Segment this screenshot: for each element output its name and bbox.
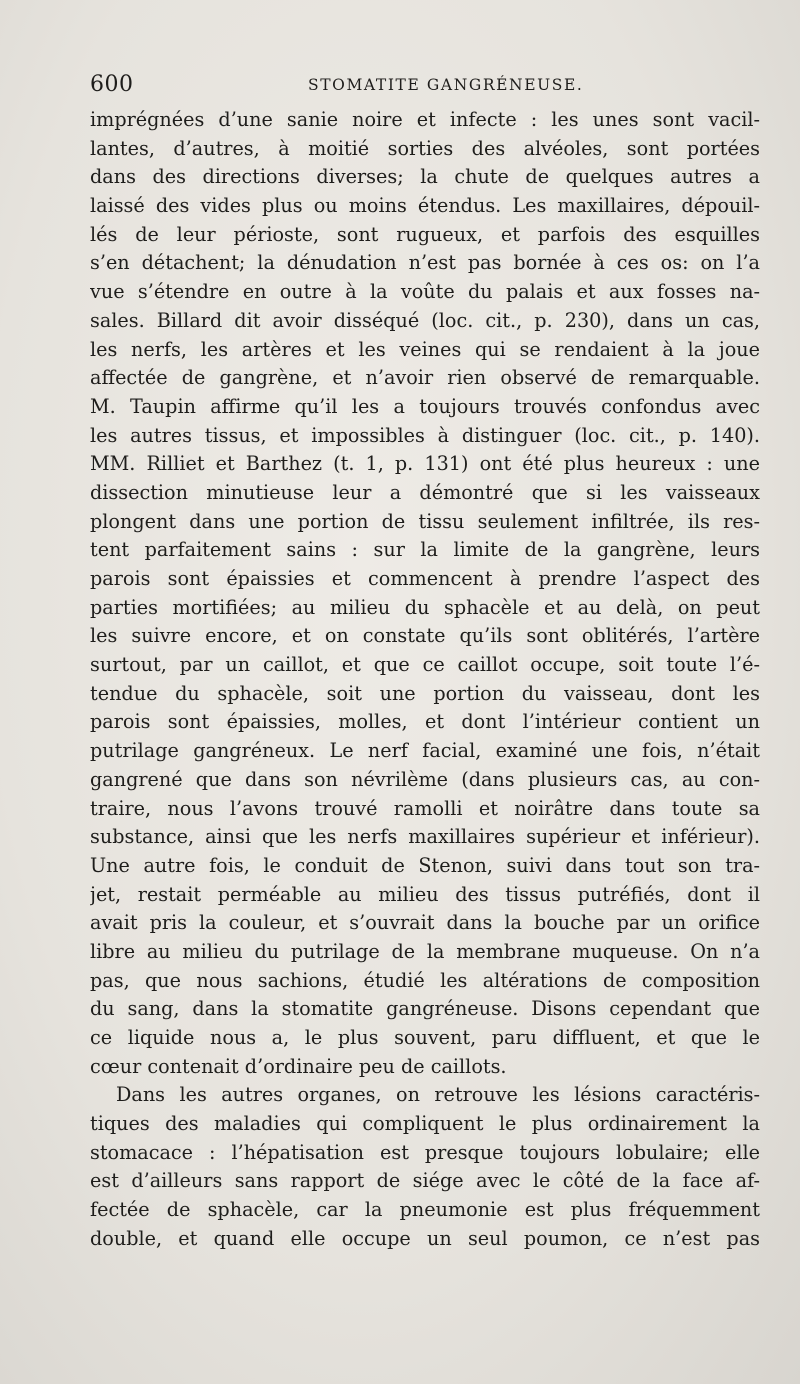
text-line: fectée de sphacèle, car la pneumonie est plus fréquemment [90, 1198, 760, 1222]
text-line: substance, ainsi que les nerfs maxillaires supérieur et inférieur). [90, 825, 760, 849]
text-line: affectée de gangrène, et n’avoir rien observé de remarquable. [90, 366, 760, 390]
text-line: traire, nous l’avons trouvé ramolli et noirâtre dans toute sa [90, 796, 760, 820]
text-line: parties mortifiées; au milieu du sphacèle et au delà, on peut [90, 595, 760, 619]
text-line: tiques des maladies qui compliquent le plus ordinairement la [90, 1112, 760, 1136]
text-line: laissé des vides plus ou moins étendus. Les maxillaires, dépouil- [90, 194, 760, 218]
text-line: MM. Rilliet et Barthez (t. 1, p. 131) ont été plus heureux : une [90, 452, 760, 476]
text-line: vue s’étendre en outre à la voûte du palais et aux fosses na- [90, 280, 760, 304]
text-line: tendue du sphacèle, soit une portion du vaisseau, dont les [90, 681, 760, 705]
running-title: STOMATITE GANGRÉNEUSE. [308, 76, 584, 94]
text-line: ce liquide nous a, le plus souvent, paru diffluent, et que le [90, 1026, 760, 1049]
text-line: Une autre fois, le conduit de Stenon, suivi dans tout son tra- [90, 853, 760, 877]
text-line: lantes, d’autres, à moitié sorties des alvéoles, sont portées [90, 136, 760, 160]
page-header [90, 72, 760, 102]
text-line: stomacace : l’hépatisation est presque toujours lobulaire; elle [90, 1140, 760, 1164]
text-line: dissection minutieuse leur a démontré que si les vaisseaux [90, 480, 760, 504]
text-line: surtout, par un caillot, et que ce caillot occupe, soit toute l’é- [90, 653, 760, 677]
text-line: sales. Billard dit avoir disséqué (loc. cit., p. 230), dans un cas, [90, 308, 760, 332]
text-line: lés de leur périoste, sont rugueux, et parfois des esquilles [90, 222, 760, 246]
text-line: double, et quand elle occupe un seul poumon, ce n’est pas [90, 1226, 760, 1250]
text-line: pas, que nous sachions, étudié les altérations de composition [90, 968, 760, 992]
text-line: avait pris la couleur, et s’ouvrait dans la bouche par un orifice [90, 911, 760, 935]
paragraph-start-line: Dans les autres organes, on retrouve les lésions caractéris- [116, 1083, 760, 1107]
text-line: les suivre encore, et on constate qu’ils sont oblitérés, l’artère [90, 624, 760, 648]
text-line: les autres tissus, et impossibles à distinguer (loc. cit., p. 140). [90, 423, 760, 447]
text-line: s’en détachent; la dénudation n’est pas bornée à ces os: on l’a [90, 251, 760, 275]
text-line: imprégnées d’une sanie noire et infecte : les unes sont vacil- [90, 108, 760, 131]
text-line: jet, restait perméable au milieu des tissus putréfiés, dont il [90, 882, 760, 906]
body-text [90, 106, 760, 1254]
text-line: dans des directions diverses; la chute de quelques autres a [90, 165, 760, 189]
page-number: 600 [90, 72, 134, 97]
text-line: putrilage gangréneux. Le nerf facial, examiné une fois, n’était [90, 739, 760, 763]
text-line: plongent dans une portion de tissu seulement infiltrée, ils res- [90, 509, 760, 533]
text-line: tent parfaitement sains : sur la limite de la gangrène, leurs [90, 538, 760, 562]
text-line: les nerfs, les artères et les veines qui se rendaient à la joue [90, 337, 760, 361]
text-line: libre au milieu du putrilage de la membrane muqueuse. On n’a [90, 939, 760, 963]
text-line: du sang, dans la stomatite gangréneuse. Disons cependant que [90, 997, 760, 1021]
text-line: est d’ailleurs sans rapport de siége avec le côté de la face af- [90, 1169, 760, 1193]
text-line: gangrené que dans son névrilème (dans plusieurs cas, au con- [90, 767, 760, 791]
text-line: M. Taupin affirme qu’il les a toujours trouvés confondus avec [90, 394, 760, 418]
text-line: parois sont épaissies, molles, et dont l’intérieur contient un [90, 710, 760, 734]
paragraph-end-line: cœur contenait d’ordinaire peu de caillots. [90, 1054, 507, 1078]
text-line: parois sont épaissies et commencent à prendre l’aspect des [90, 567, 760, 590]
